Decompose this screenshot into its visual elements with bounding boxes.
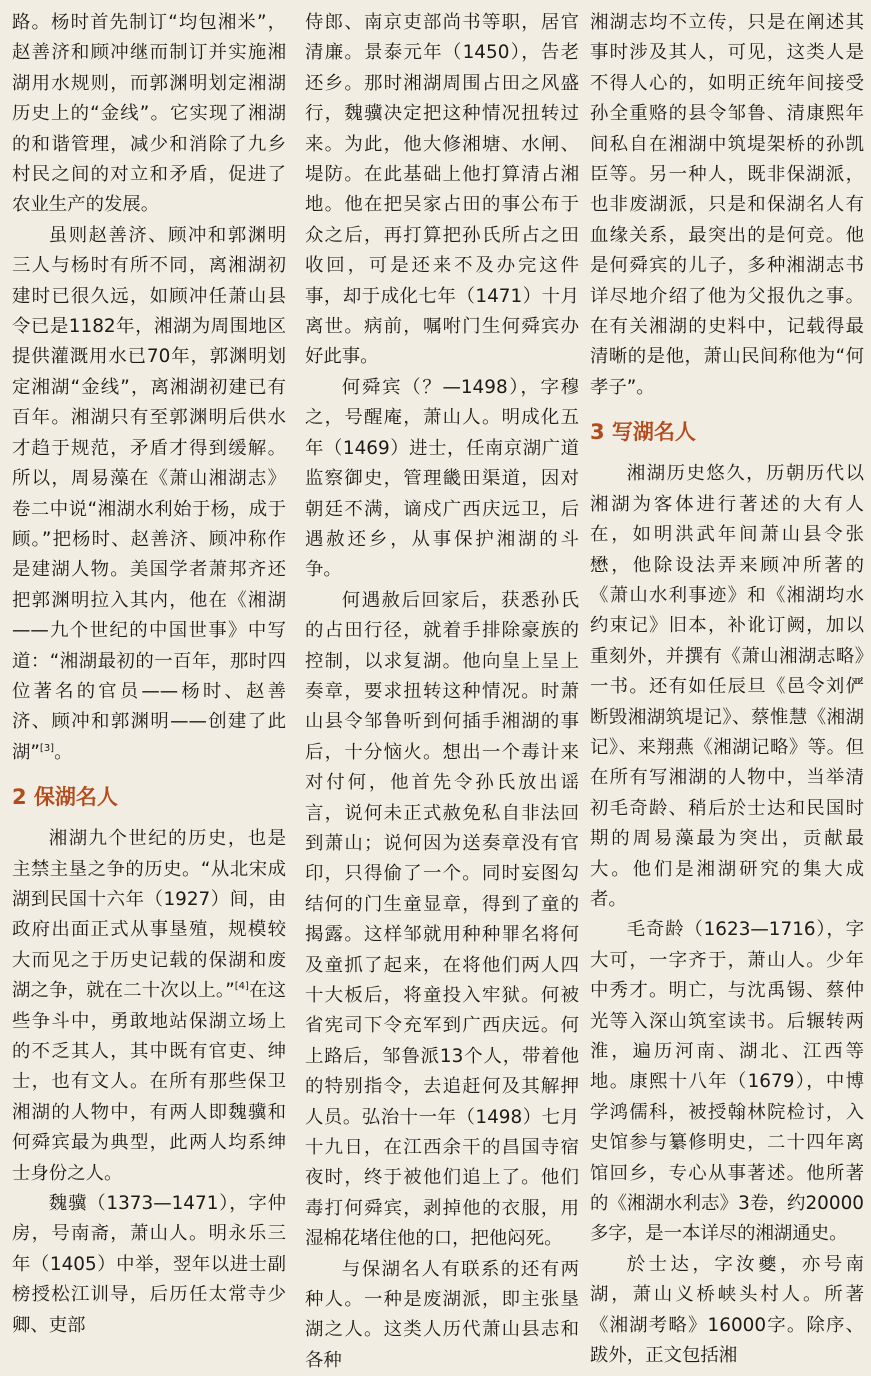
paragraph [12, 221, 286, 768]
paragraph: 湘湖历史悠久，历朝历代以湘湖为客体进行著述的大有人在，如明洪武年间萧山县令张懋，他除设法弄来顾冲所著的《萧山水利事迹》和《湘湖均水约束记》旧本，补讹订阙，加以重刻外，并撰有《萧山湘湖志略》一书。还有如任辰旦《邑令刘俨断毁湘湖筑堤记》、蔡惟慧《湘湖记》、来翔燕《湘湖记略》等。但在所有写湘湖的人物中，当举清初毛奇龄、稍后於士达和民国时期的周易藻最为突出，贡献最大。他们是湘湖研究的集大成者。 [590, 463, 864, 910]
paragraph-tail: 。 [54, 741, 73, 763]
paragraph-text: 虽则赵善济、顾冲和郭渊明三人与杨时有所不同，离湘湖初建时已很久远，如顾冲任萧山县令已是1182年，湘湖为周围地区提供灌溉用水已70年，郭渊明划定湘湖“金线”，离湘湖初建已有百年。湘湖只有至郭渊明后供水才趋于规范，矛盾才得到缓解。所以，周易藻在《萧山湘湖志》卷二中说“湘湖水利始于杨，成于顾。”把杨时、赵善济、顾冲称作是建湖人物。美国学者萧邦齐还把郭渊明拉入其内，他在《湘湖——九个世纪的中国世事》中写道：“湘湖最初的一百年，那时四位著名的官员——杨时、赵善济、顾冲和郭渊明——创建了此湖” [12, 224, 286, 763]
paragraph: 何舜宾（？—1498），字穆之，号醒庵，萧山人。明成化五年（1469）进士，任南京湖广道监察御史，管理畿田渠道，因对朝廷不满，谪戍广西庆远卫，后遇赦还乡，从事保护湘湖的斗争。 [305, 376, 579, 581]
paragraph: 魏骥（1373—1471），字仲房，号南斋，萧山人。明永乐三年（1405）中举，翌年以进士副榜授松江训导，后历任太常寺少卿、吏部 [12, 1193, 286, 1336]
section-heading: 2 保湖名人 [12, 785, 118, 810]
paragraph: 路。杨时首先制订“均包湘米”，赵善济和顾冲继而制订并实施湘湖用水规则，而郭渊明划定湘湖历史上的“金线”。它实现了湘湖的和谐管理，减少和消除了九乡村民之间的对立和矛盾，促进了农业生产的发展。 [12, 12, 286, 216]
paragraph: 何遇赦后回家后，获悉孙氏的占田行径，就着手排除豪族的控制，以求复湖。他向皇上呈上奏章，要求扭转这种情况。时萧山县令邹鲁听到何插手湘湖的事后，十分恼火。想出一个毒计来对付何，他首先令孙氏放出谣言，说何未正式赦免私自非法回到萧山；说何因为送奏章没有官印，只得偷了一个。同时妄图勾结何的门生童显章，得到了童的揭露。这样邹就用种种罪名将何及童抓了起来，在将他们两人四十大板后，将童投入牢狱。何被省宪司下令充军到广西庆远。何上路后，邹鲁派13个人，带着他的特别指令，去追赶何及其解押人员。弘治十一年（1498）七月十九日，在江西余干的昌国寺宿夜时，终于被他们追上了。他们毒打何舜宾，剥掉他的衣服，用湿棉花堵住他的口，把他闷死。 [305, 589, 579, 1250]
paragraph [12, 824, 286, 1189]
paragraph: 湘湖志均不立传，只是在阐述其事时涉及其人，可见，这类人是不得人心的，如明正统年间接受孙全重赂的县令邹鲁、清康熙年间私自在湘湖中筑堤架桥的孙凯臣等。另一种人，既非保湖派，也非废湖派，只是和保湖名人有血缘关系，最突出的是何竞。他是何舜宾的儿子，多种湘湖志书详尽地介绍了他为父报仇之事。在有关湘湖的史料中，记载得最清晰的是他，萧山民间称他为“何孝子”。 [590, 12, 864, 398]
paragraph: 侍郎、南京吏部尚书等职，居官清廉。景泰元年（1450），告老还乡。那时湘湖周围占田之风盛行，魏骥决定把这种情况扭转过来。为此，他大修湘塘、水闸、堤防。在此基础上他打算清占湘地。他在把吴家占田的事公布于众之后，再打算把孙氏所占之田收回，可是还来不及办完这件事，却于成化七年（1471）十月离世。病前，嘱咐门生何舜宾办好此事。 [305, 12, 579, 368]
section-heading: 3 写湖名人 [590, 420, 696, 445]
paragraph-tail: 在这些争斗中，勇敢地站保湖立场上的不乏其人，其中既有官吏、绅士，也有文人。在所有那些保卫湘湖的人物中，有两人即魏骥和何舜宾最为典型，此两人均系绅士身份之人。 [12, 980, 286, 1184]
footnote-ref: [4] [234, 981, 249, 993]
text-column-3 [590, 8, 864, 1371]
paragraph: 於士达，字汝夔，亦号南湖，萧山义桥峡头村人。所著《湘湖考略》16000字。除序、跋外，正文包括湘 [590, 1253, 864, 1367]
paragraph: 与保湖名人有联系的还有两种人。一种是废湖派，即主张垦湖之人。这类人历代萧山县志和各种 [305, 1258, 579, 1371]
paragraph: 毛奇龄（1623—1716），字大可，一字齐于，萧山人。少年中秀才。明亡，与沈禹锡、蔡仲光等入深山筑室读书。后辗转两淮，遍历河南、湖北、江西等地。康熙十八年（1679），中博学鸿儒科，被授翰林院检讨，入史馆参与纂修明史，二十四年离馆回乡，专心从事著述。他所著的《湘湖水利志》3卷，约20000多字，是一本详尽的湘湖通史。 [590, 919, 864, 1245]
footnote-ref: [3] [39, 742, 55, 754]
text-column-1 [12, 8, 286, 1341]
paragraph-text: 湘湖九个世纪的历史，也是主禁主垦之争的历史。“从北宋成湖到民国十六年（1927）间，由政府出面正式从事垦殖，规模较大而见之于历史记载的保湖和废湖之争，就在二十次以上。” [12, 828, 286, 1002]
